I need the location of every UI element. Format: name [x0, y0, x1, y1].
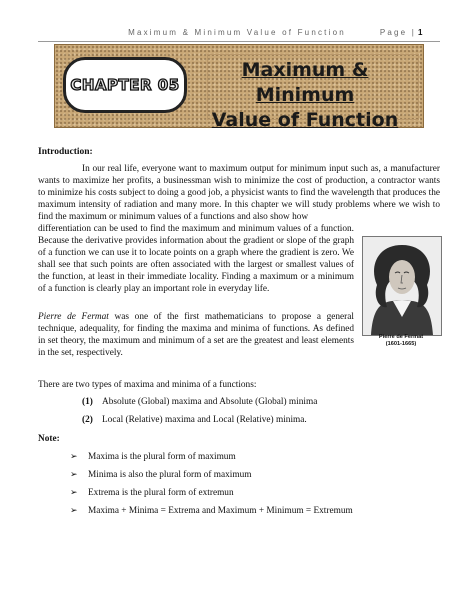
arrow-bullet-icon: ➢ [70, 452, 78, 462]
page-number-value: 1 [418, 28, 425, 37]
intro-paragraph-1 [38, 163, 440, 223]
type-item [82, 414, 307, 426]
note-text: Minima is also the plural form of maximum [88, 470, 252, 480]
page-header [0, 28, 474, 42]
note-text: Maxima is the plural form of maximum [88, 452, 236, 462]
intro-paragraph-1-text: In our real life, everyone want to maximum output for minimum input such as, a manufacturer wants to maximize her profits, a businessman wish to minimize the cost of production, a contractor wants to minimize his costs subject to doing a good job, a physicist wants to find the wavelength that produces the maximum intensity of radiation and many more. In this chapter we will study problems where we wish to find the maximum or minimum values of a functions and also show how [38, 164, 440, 222]
note-text: Extrema is the plural form of extremun [88, 488, 234, 498]
arrow-bullet-icon: ➢ [70, 470, 78, 480]
caption-years: (1601-1665) [385, 341, 417, 347]
portrait-caption [362, 334, 440, 348]
types-intro: There are two types of maxima and minima of a functions: [38, 380, 257, 390]
caption-name: Pierre de Fermat [378, 334, 424, 340]
chapter-title-line1: Maximum & Minimum [241, 59, 369, 106]
header-rule [38, 41, 440, 42]
note-item [70, 451, 236, 463]
introduction-heading: Introduction: [38, 147, 93, 157]
fermat-portrait [362, 236, 442, 336]
intro-paragraph-2: differentiation can be used to find the maximum and minimum values of a function. Because the derivative provides information about the gradient or slope of the graph of a function we can use it to locate points on a graph where the gradient is zero. We shall see that such points are often associated with the largest or smallest values of the function, at least in their immediate locality. Finding a maximum or a minimum of a function is clearly play an important role in everyday life. [38, 224, 354, 294]
note-heading: Note: [38, 434, 60, 444]
type-number: (2) [82, 415, 93, 425]
chapter-title [200, 58, 410, 133]
portrait-engraving [363, 237, 441, 335]
arrow-bullet-icon: ➢ [70, 506, 78, 516]
arrow-bullet-icon: ➢ [70, 488, 78, 498]
page-label: Page | [379, 28, 416, 37]
chapter-badge [63, 57, 187, 113]
type-item [82, 396, 317, 408]
header-title: Maximum & Minimum Value of Function [128, 28, 346, 37]
note-item [70, 487, 234, 499]
page-number [380, 28, 438, 37]
chapter-title-line2: Value of Function [211, 109, 399, 131]
fermat-name: Pierre de Fermat [38, 312, 109, 322]
intro-paragraph-3-text: was one of the first mathematicians to propose a general technique, adequality, for finding the maxima and minima of functions. As defined in set theory, the maximum and minimum of a set are the greatest and least elements in the set, respectively. [38, 312, 354, 358]
type-number: (1) [82, 397, 93, 407]
type-text: Local (Relative) maxima and Local (Relative) minima. [102, 415, 307, 425]
note-text: Maxima + Minima = Extrema and Maximum + Minimum = Extremum [88, 506, 353, 516]
chapter-label: CHAPTER 05 [70, 76, 180, 94]
note-item [70, 469, 251, 481]
note-item [70, 505, 353, 517]
intro-paragraph-3 [38, 311, 354, 359]
type-text: Absolute (Global) maxima and Absolute (Global) minima [102, 397, 318, 407]
